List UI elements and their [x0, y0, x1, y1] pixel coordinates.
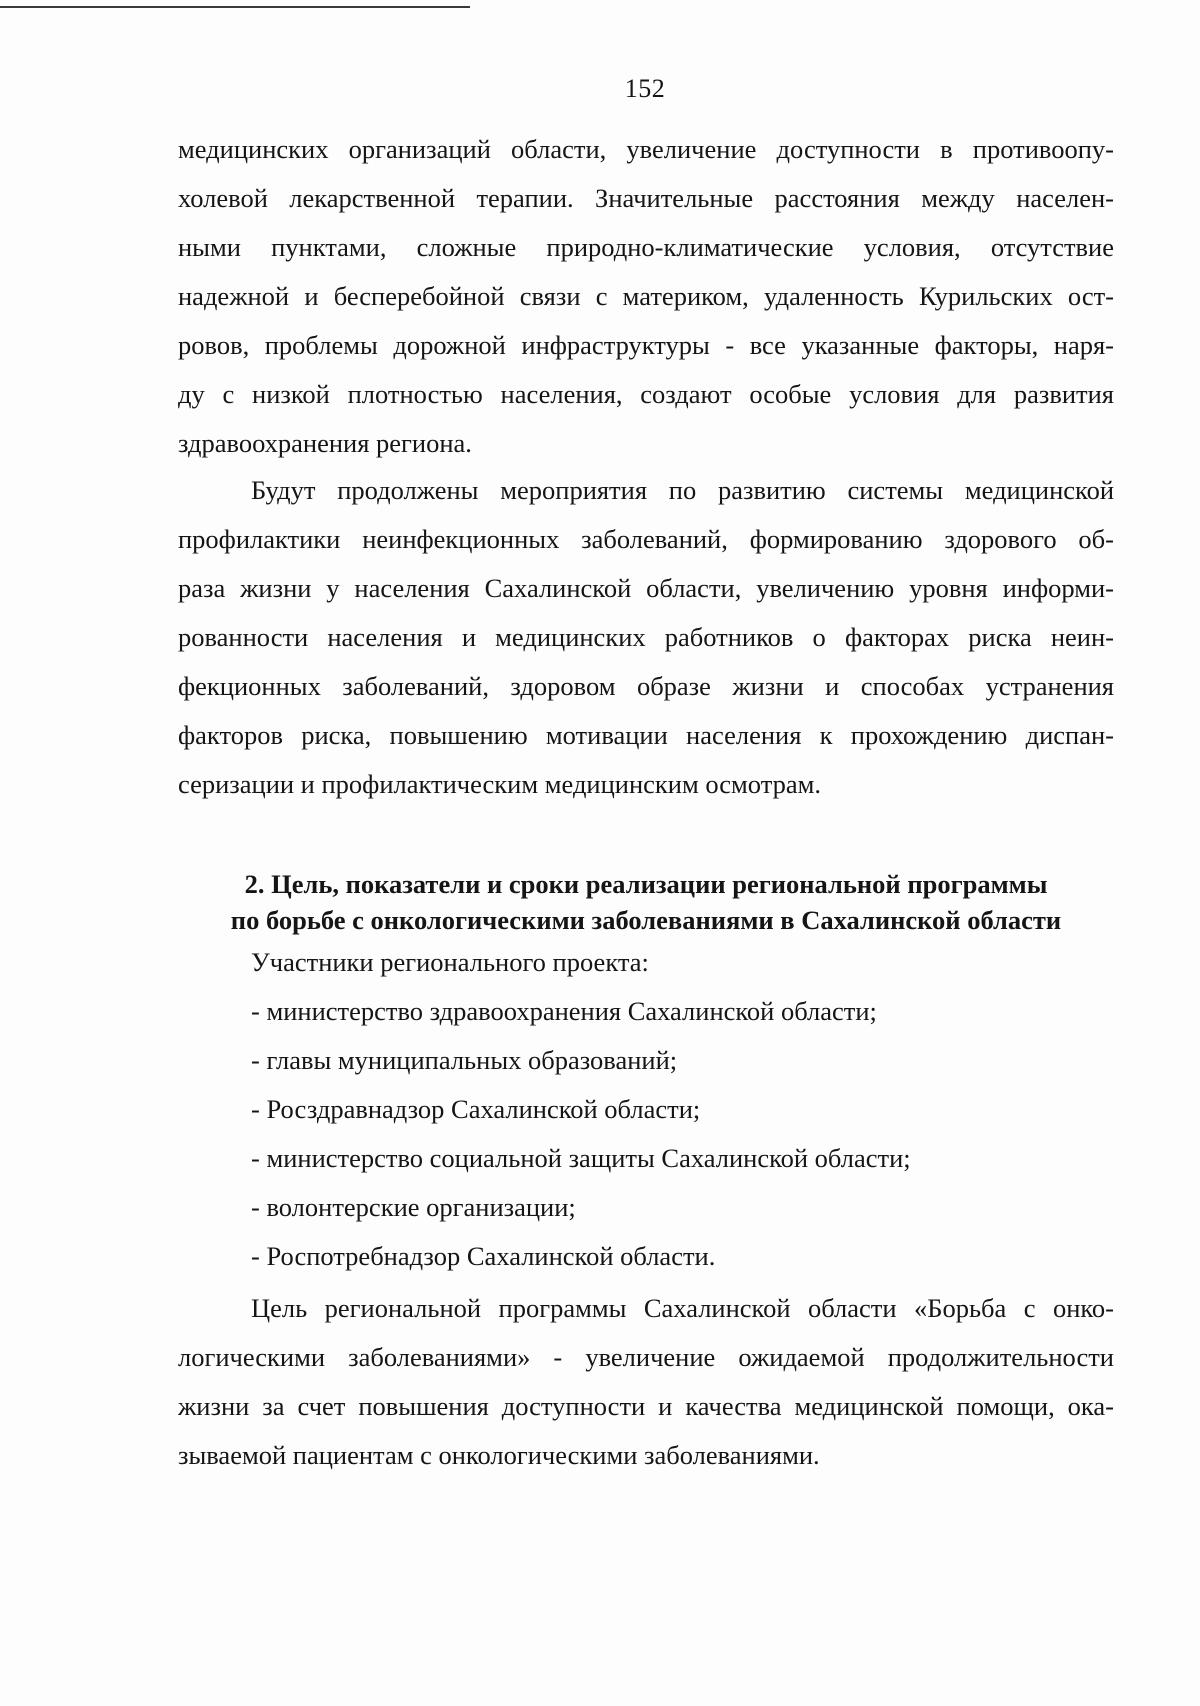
paragraph-line: рованности населения и медицинских работников о факторах риска неин-	[178, 622, 1114, 652]
paragraph-line: логическими заболеваниями» - увеличение ожидаемой продолжительности	[178, 1342, 1114, 1372]
section-heading-line-2: по борьбе с онкологическими заболеваниями в Сахалинской области	[230, 905, 1062, 935]
paragraph-line: Цель региональной программы Сахалинской области «Борьба с онко-	[251, 1293, 1114, 1323]
paragraph-line: раза жизни у населения Сахалинской области, увеличению уровня информи-	[178, 573, 1114, 603]
list-item: - Росздравнадзор Сахалинской области;	[251, 1094, 701, 1124]
list-item: - Роспотребнадзор Сахалинской области.	[251, 1241, 716, 1271]
paragraph-line: фекционных заболеваний, здоровом образе жизни и способах устранения	[178, 671, 1114, 701]
list-item: - главы муниципальных образований;	[251, 1045, 678, 1075]
paragraph-1	[178, 125, 1114, 468]
section-heading	[178, 866, 1114, 938]
paragraph-line: жизни за счет повышения доступности и качества медицинской помощи, ока-	[178, 1391, 1114, 1421]
list-item: - волонтерские организации;	[251, 1192, 576, 1222]
paragraph-line: ными пунктами, сложные природно-климатические условия, отсутствие	[178, 232, 1114, 262]
paragraph-line: профилактики неинфекционных заболеваний, формированию здорового об-	[178, 524, 1114, 554]
paragraph-line: ровов, проблемы дорожной инфраструктуры - все указанные факторы, наря-	[178, 330, 1114, 360]
top-edge-rule	[0, 6, 470, 8]
paragraph-line: серизации и профилактическим медицинским осмотрам.	[178, 769, 822, 799]
paragraph-line: зываемой пациентам с онкологическими заболеваниями.	[178, 1440, 820, 1470]
list-item: - министерство социальной защиты Сахалинской области;	[251, 1143, 911, 1173]
paragraph-line: факторов риска, повышению мотивации населения к прохождению диспан-	[178, 720, 1114, 750]
participants-list	[251, 938, 1111, 1281]
page-number: 152	[624, 74, 666, 103]
paragraph-line: медицинских организаций области, увеличение доступности в противоопу-	[178, 134, 1114, 164]
paragraph-line: Будут продолжены мероприятия по развитию системы медицинской	[251, 475, 1114, 505]
paragraph-line: холевой лекарственной терапии. Значительные расстояния между населен-	[178, 183, 1114, 213]
section-heading-line-1: 2. Цель, показатели и сроки реализации региональной программы	[244, 869, 1048, 899]
paragraph-line: надежной и бесперебойной связи с материком, удаленность Курильских ост-	[178, 281, 1114, 311]
list-item: - министерство здравоохранения Сахалинской области;	[251, 996, 877, 1026]
paragraph-line: ду с низкой плотностью населения, создают особые условия для развития	[178, 379, 1114, 409]
paragraph-3	[178, 1284, 1114, 1480]
paragraph-2	[178, 466, 1114, 809]
participants-intro: Участники регионального проекта:	[251, 947, 649, 977]
paragraph-line: здравоохранения региона.	[178, 428, 472, 458]
